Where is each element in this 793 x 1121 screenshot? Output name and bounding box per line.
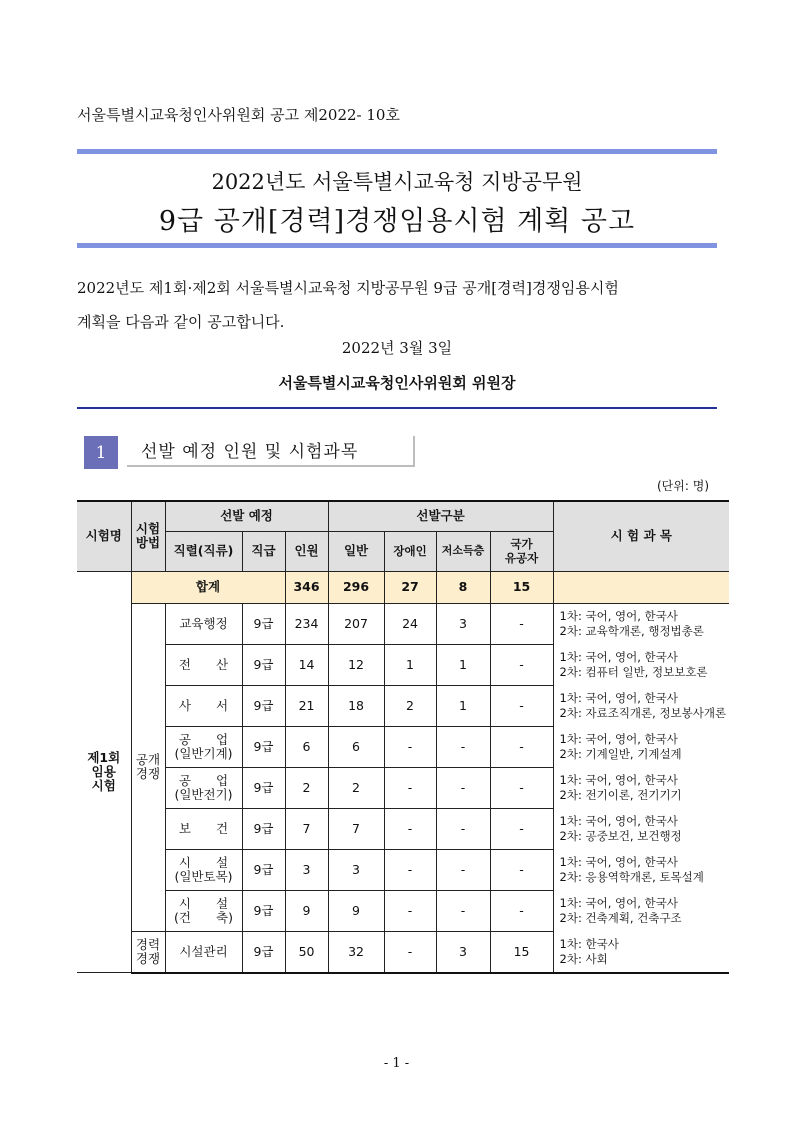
row-veterans: 15 [490, 931, 553, 973]
row-count: 3 [285, 849, 328, 890]
row-grade: 9급 [242, 685, 285, 726]
row-subjects [553, 767, 729, 808]
total-subjects [553, 571, 729, 603]
row-count: 234 [285, 603, 328, 644]
subject-second: 2차: 자료조직개론, 정보봉사개론 [559, 705, 727, 720]
row-low-income: - [436, 849, 490, 890]
header-grade: 직급 [242, 531, 285, 571]
row-grade: 9급 [242, 931, 285, 973]
exam-name-cell: 제1회 임용 시험 [77, 571, 131, 973]
row-general: 2 [328, 767, 384, 808]
row-job: 시설관리 [165, 931, 242, 973]
title-bottom-bar [77, 243, 717, 248]
divider-rule [77, 407, 717, 409]
row-disabled: 2 [384, 685, 436, 726]
header-job: 직렬(직류) [165, 531, 242, 571]
total-label: 합계 [131, 571, 285, 603]
row-veterans: - [490, 726, 553, 767]
subject-first: 1차: 국어, 영어, 한국사 [559, 690, 678, 705]
row-low-income: 1 [436, 685, 490, 726]
row-job: 시 설 (건 축) [165, 890, 242, 931]
header-veterans: 국가 유공자 [490, 531, 553, 571]
row-count: 14 [285, 644, 328, 685]
subject-second: 2차: 교육학개론, 행정법총론 [559, 623, 704, 638]
intro-line-2: 계획을 다음과 같이 공고합니다. [77, 313, 285, 331]
total-low-income: 8 [436, 571, 490, 603]
intro-line-1: 2022년도 제1회·제2회 서울특별시교육청 지방공무원 9급 공개[경력]경쟁임용시험 [77, 279, 619, 297]
row-low-income: - [436, 808, 490, 849]
unit-note: (단위: 명) [657, 479, 709, 493]
section-number-badge: 1 [84, 436, 118, 469]
method-career-cell: 경력 경쟁 [131, 931, 165, 973]
row-low-income: - [436, 890, 490, 931]
row-general: 207 [328, 603, 384, 644]
total-count: 346 [285, 571, 328, 603]
row-low-income: 3 [436, 931, 490, 973]
row-subjects [553, 726, 729, 767]
row-low-income: - [436, 726, 490, 767]
row-subjects [553, 849, 729, 890]
table-row [77, 685, 729, 726]
row-subjects [553, 685, 729, 726]
row-disabled: - [384, 890, 436, 931]
row-general: 18 [328, 685, 384, 726]
header-low-income: 저소득층 [436, 531, 490, 571]
row-grade: 9급 [242, 890, 285, 931]
header-category: 선발구분 [328, 501, 553, 531]
notice-date: 2022년 3월 3일 [341, 339, 453, 357]
subject-first: 1차: 국어, 영어, 한국사 [559, 772, 678, 787]
row-job: 보 건 [165, 808, 242, 849]
row-grade: 9급 [242, 644, 285, 685]
row-count: 50 [285, 931, 328, 973]
table-row [77, 726, 729, 767]
issuer: 서울특별시교육청인사위원회 위원장 [278, 374, 516, 392]
intro-paragraph [77, 271, 717, 339]
subject-first: 1차: 국어, 영어, 한국사 [559, 854, 678, 869]
subject-second: 2차: 전기이론, 전기기기 [559, 787, 682, 802]
header-disabled: 장애인 [384, 531, 436, 571]
row-count: 6 [285, 726, 328, 767]
row-grade: 9급 [242, 726, 285, 767]
row-job: 교육행정 [165, 603, 242, 644]
row-veterans: - [490, 603, 553, 644]
table-row [77, 808, 729, 849]
subject-second: 2차: 건축계획, 건축구조 [559, 910, 682, 925]
selection-table [77, 500, 729, 974]
row-disabled: - [384, 767, 436, 808]
row-count: 9 [285, 890, 328, 931]
row-job: 시 설 (일반토목) [165, 849, 242, 890]
subject-second: 2차: 컴퓨터 일반, 정보보호론 [559, 664, 708, 679]
title-line-1: 2022년도 서울특별시교육청 지방공무원 [211, 170, 583, 194]
header-method: 시험 방법 [131, 501, 165, 571]
total-disabled: 27 [384, 571, 436, 603]
table-row [77, 931, 729, 973]
row-job: 공 업 (일반전기) [165, 767, 242, 808]
subject-first: 1차: 국어, 영어, 한국사 [559, 608, 678, 623]
row-general: 32 [328, 931, 384, 973]
row-subjects [553, 808, 729, 849]
row-low-income: - [436, 767, 490, 808]
header-subjects: 시 험 과 목 [553, 501, 729, 571]
table-row [77, 890, 729, 931]
row-grade: 9급 [242, 767, 285, 808]
table-row [77, 849, 729, 890]
row-veterans: - [490, 685, 553, 726]
row-subjects [553, 890, 729, 931]
title-top-bar [77, 149, 717, 154]
row-job: 전 산 [165, 644, 242, 685]
row-job: 사 서 [165, 685, 242, 726]
row-general: 12 [328, 644, 384, 685]
row-general: 9 [328, 890, 384, 931]
row-count: 21 [285, 685, 328, 726]
row-count: 2 [285, 767, 328, 808]
row-count: 7 [285, 808, 328, 849]
notice-number: 서울특별시교육청인사위원회 공고 제2022- 10호 [77, 106, 400, 124]
header-planned: 선발 예정 [165, 501, 328, 531]
header-exam-name: 시험명 [77, 501, 131, 571]
row-subjects [553, 931, 729, 973]
subject-first: 1차: 국어, 영어, 한국사 [559, 895, 678, 910]
subject-first: 1차: 국어, 영어, 한국사 [559, 813, 678, 828]
page-number: - 1 - [383, 1056, 410, 1071]
row-subjects [553, 603, 729, 644]
subject-first: 1차: 국어, 영어, 한국사 [559, 731, 678, 746]
section-title: 선발 예정 인원 및 시험과목 [127, 436, 415, 467]
row-general: 3 [328, 849, 384, 890]
method-open-cell: 공개 경쟁 [131, 603, 165, 931]
table-row [77, 644, 729, 685]
total-veterans: 15 [490, 571, 553, 603]
header-count: 인원 [285, 531, 328, 571]
row-disabled: - [384, 808, 436, 849]
row-subjects [553, 644, 729, 685]
row-general: 6 [328, 726, 384, 767]
total-row [77, 571, 729, 603]
row-grade: 9급 [242, 808, 285, 849]
row-disabled: 1 [384, 644, 436, 685]
subject-first: 1차: 국어, 영어, 한국사 [559, 649, 678, 664]
total-general: 296 [328, 571, 384, 603]
row-low-income: 3 [436, 603, 490, 644]
title-line-2: 9급 공개[경력]경쟁임용시험 계획 공고 [158, 206, 636, 237]
row-disabled: 24 [384, 603, 436, 644]
row-disabled: - [384, 849, 436, 890]
subject-second: 2차: 응용역학개론, 토목설계 [559, 869, 704, 884]
row-grade: 9급 [242, 603, 285, 644]
subject-second: 2차: 사회 [559, 951, 608, 966]
row-low-income: 1 [436, 644, 490, 685]
row-veterans: - [490, 808, 553, 849]
header-general: 일반 [328, 531, 384, 571]
row-veterans: - [490, 644, 553, 685]
subject-first: 1차: 한국사 [559, 936, 619, 951]
row-disabled: - [384, 931, 436, 973]
row-disabled: - [384, 726, 436, 767]
row-general: 7 [328, 808, 384, 849]
row-veterans: - [490, 890, 553, 931]
table-row [77, 603, 729, 644]
row-veterans: - [490, 767, 553, 808]
table-row [77, 767, 729, 808]
subject-second: 2차: 기계일반, 기계설계 [559, 746, 682, 761]
subject-second: 2차: 공중보건, 보건행정 [559, 828, 682, 843]
row-job: 공 업 (일반기계) [165, 726, 242, 767]
row-grade: 9급 [242, 849, 285, 890]
row-veterans: - [490, 849, 553, 890]
